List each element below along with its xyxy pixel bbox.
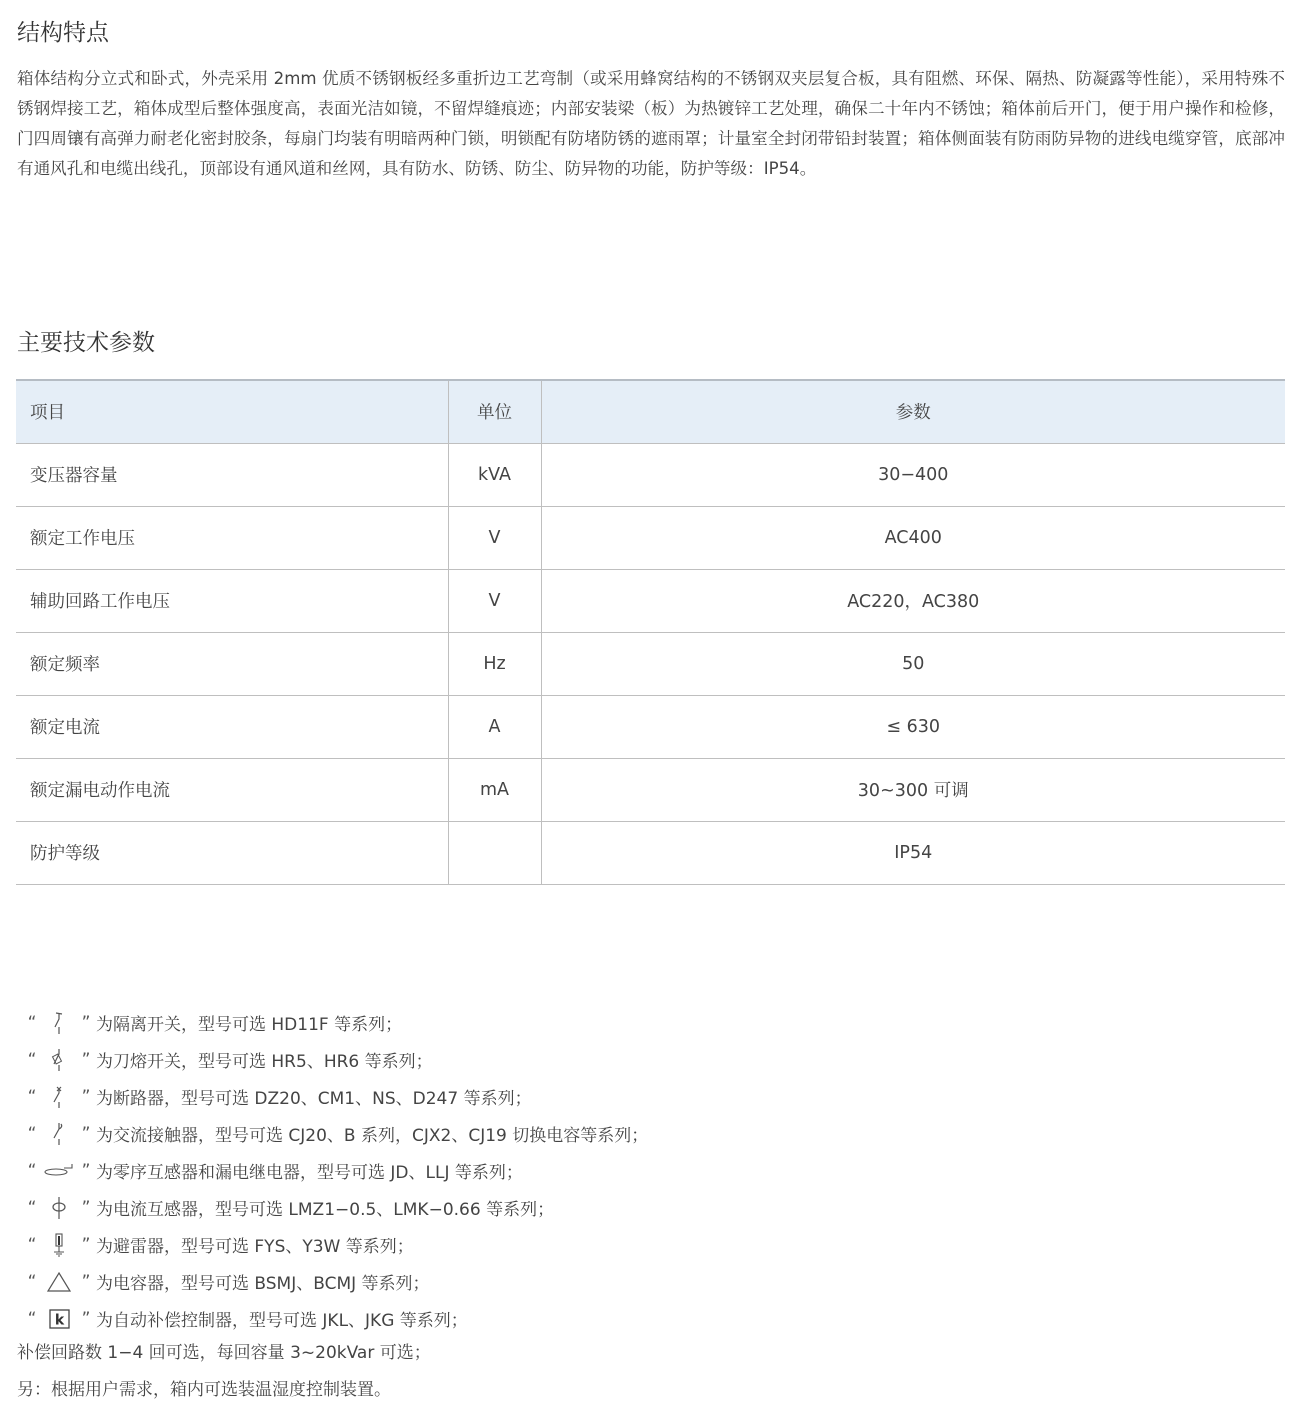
legend-text: 为电容器，型号可选 BSMJ、BCMJ 等系列； — [96, 1274, 430, 1294]
legend-item — [22, 1152, 1222, 1189]
legend-item — [22, 1189, 1222, 1226]
row-unit: Hz — [448, 632, 541, 695]
table-row — [16, 506, 1285, 569]
close-quote: ” — [81, 1308, 91, 1329]
close-quote: ” — [81, 1123, 91, 1144]
row-item: 额定电流 — [16, 695, 448, 758]
row-value: ≤ 630 — [541, 695, 1285, 758]
legend-item — [22, 1300, 1222, 1337]
zero-sequence-transformer-icon — [42, 1158, 76, 1184]
legend-item — [22, 1078, 1222, 1115]
controller-k-glyph: k — [54, 1312, 65, 1328]
legend-item — [22, 1041, 1222, 1078]
row-value: 30−400 — [541, 443, 1285, 506]
row-value: AC400 — [541, 506, 1285, 569]
open-quote: “ — [27, 1123, 37, 1144]
parameters-table — [16, 379, 1285, 885]
legend-item — [22, 1115, 1222, 1152]
header-unit: 单位 — [448, 380, 541, 443]
row-item: 额定频率 — [16, 632, 448, 695]
row-unit: kVA — [448, 443, 541, 506]
open-quote: “ — [27, 1086, 37, 1107]
row-item: 防护等级 — [16, 821, 448, 884]
open-quote: “ — [27, 1308, 37, 1329]
table-row — [16, 443, 1285, 506]
legend-text: 为隔离开关，型号可选 HD11F 等系列； — [96, 1015, 403, 1035]
legend-text: 为交流接触器，型号可选 CJ20、B 系列，CJX2、CJ19 切换电容等系列； — [96, 1126, 649, 1146]
row-value: 50 — [541, 632, 1285, 695]
table-row — [16, 695, 1285, 758]
surge-arrester-icon — [42, 1232, 76, 1258]
row-unit: A — [448, 695, 541, 758]
note-optional-device: 另：根据用户需求，箱内可选装温湿度控制装置。 — [17, 1380, 391, 1400]
row-unit: V — [448, 506, 541, 569]
section-title-structure: 结构特点 — [17, 20, 109, 46]
legend-text: 为断路器，型号可选 DZ20、CM1、NS、D247 等系列； — [96, 1089, 532, 1109]
table-row — [16, 569, 1285, 632]
open-quote: “ — [27, 1012, 37, 1033]
open-quote: “ — [27, 1160, 37, 1181]
note-compensation: 补偿回路数 1−4 回可选，每回容量 3~20kVar 可选； — [17, 1343, 431, 1363]
row-value: AC220，AC380 — [541, 569, 1285, 632]
notes — [17, 1335, 431, 1409]
symbol-legend — [22, 1004, 1222, 1337]
section-title-parameters: 主要技术参数 — [17, 330, 155, 356]
fuse-switch-icon — [42, 1047, 76, 1073]
close-quote: ” — [81, 1160, 91, 1181]
legend-text: 为避雷器，型号可选 FYS、Y3W 等系列； — [96, 1237, 414, 1257]
legend-item — [22, 1004, 1222, 1041]
row-value: 30~300 可调 — [541, 758, 1285, 821]
row-unit: V — [448, 569, 541, 632]
legend-item — [22, 1263, 1222, 1300]
close-quote: ” — [81, 1271, 91, 1292]
legend-text: 为电流互感器，型号可选 LMZ1−0.5、LMK−0.66 等系列； — [96, 1200, 555, 1220]
table-header-row — [16, 380, 1285, 443]
row-item: 辅助回路工作电压 — [16, 569, 448, 632]
table-row — [16, 632, 1285, 695]
row-item: 额定漏电动作电流 — [16, 758, 448, 821]
close-quote: ” — [81, 1086, 91, 1107]
row-item: 额定工作电压 — [16, 506, 448, 569]
open-quote: “ — [27, 1049, 37, 1070]
contactor-icon — [42, 1121, 76, 1147]
row-unit — [448, 821, 541, 884]
capacitor-icon — [42, 1269, 76, 1295]
circuit-breaker-icon — [42, 1084, 76, 1110]
table-row — [16, 758, 1285, 821]
controller-k-icon — [42, 1306, 76, 1332]
open-quote: “ — [27, 1271, 37, 1292]
structure-description: 箱体结构分立式和卧式，外壳采用 2mm 优质不锈钢板经多重折边工艺弯制（或采用蜂窝结构的不锈钢双夹层复合板，具有阻燃、环保、隔热、防凝露等性能），采用特殊不锈钢焊接工艺，箱体成型后整体强度高，表面光洁如镜，不留焊缝痕迹；内部安装梁（板）为热镀锌工艺处理，确保二十年内不锈蚀；箱体前后开门，便于用户操作和检修，门四周镶有高弹力耐老化密封胶条，每扇门均装有明暗两种门锁，明锁配有防堵防锈的遮雨罩；计量室全封闭带铅封装置；箱体侧面装有防雨防异物的进线电缆穿管，底部冲有通风孔和电缆出线孔，顶部设有通风道和丝网，具有防水、防锈、防尘、防异物的功能，防护等级：IP54。 — [17, 69, 1285, 178]
open-quote: “ — [27, 1234, 37, 1255]
table-row — [16, 821, 1285, 884]
legend-text: 为自动补偿控制器，型号可选 JKL、JKG 等系列； — [96, 1311, 468, 1331]
legend-item — [22, 1226, 1222, 1263]
row-unit: mA — [448, 758, 541, 821]
isolating-switch-icon — [42, 1010, 76, 1036]
legend-text: 为零序互感器和漏电继电器，型号可选 JD、LLJ 等系列； — [96, 1163, 523, 1183]
open-quote: “ — [27, 1197, 37, 1218]
legend-text: 为刀熔开关，型号可选 HR5、HR6 等系列； — [96, 1052, 433, 1072]
header-value: 参数 — [541, 380, 1285, 443]
row-item: 变压器容量 — [16, 443, 448, 506]
close-quote: ” — [81, 1197, 91, 1218]
current-transformer-icon — [42, 1195, 76, 1221]
close-quote: ” — [81, 1234, 91, 1255]
close-quote: ” — [81, 1049, 91, 1070]
close-quote: ” — [81, 1012, 91, 1033]
row-value: IP54 — [541, 821, 1285, 884]
header-item: 项目 — [16, 380, 448, 443]
